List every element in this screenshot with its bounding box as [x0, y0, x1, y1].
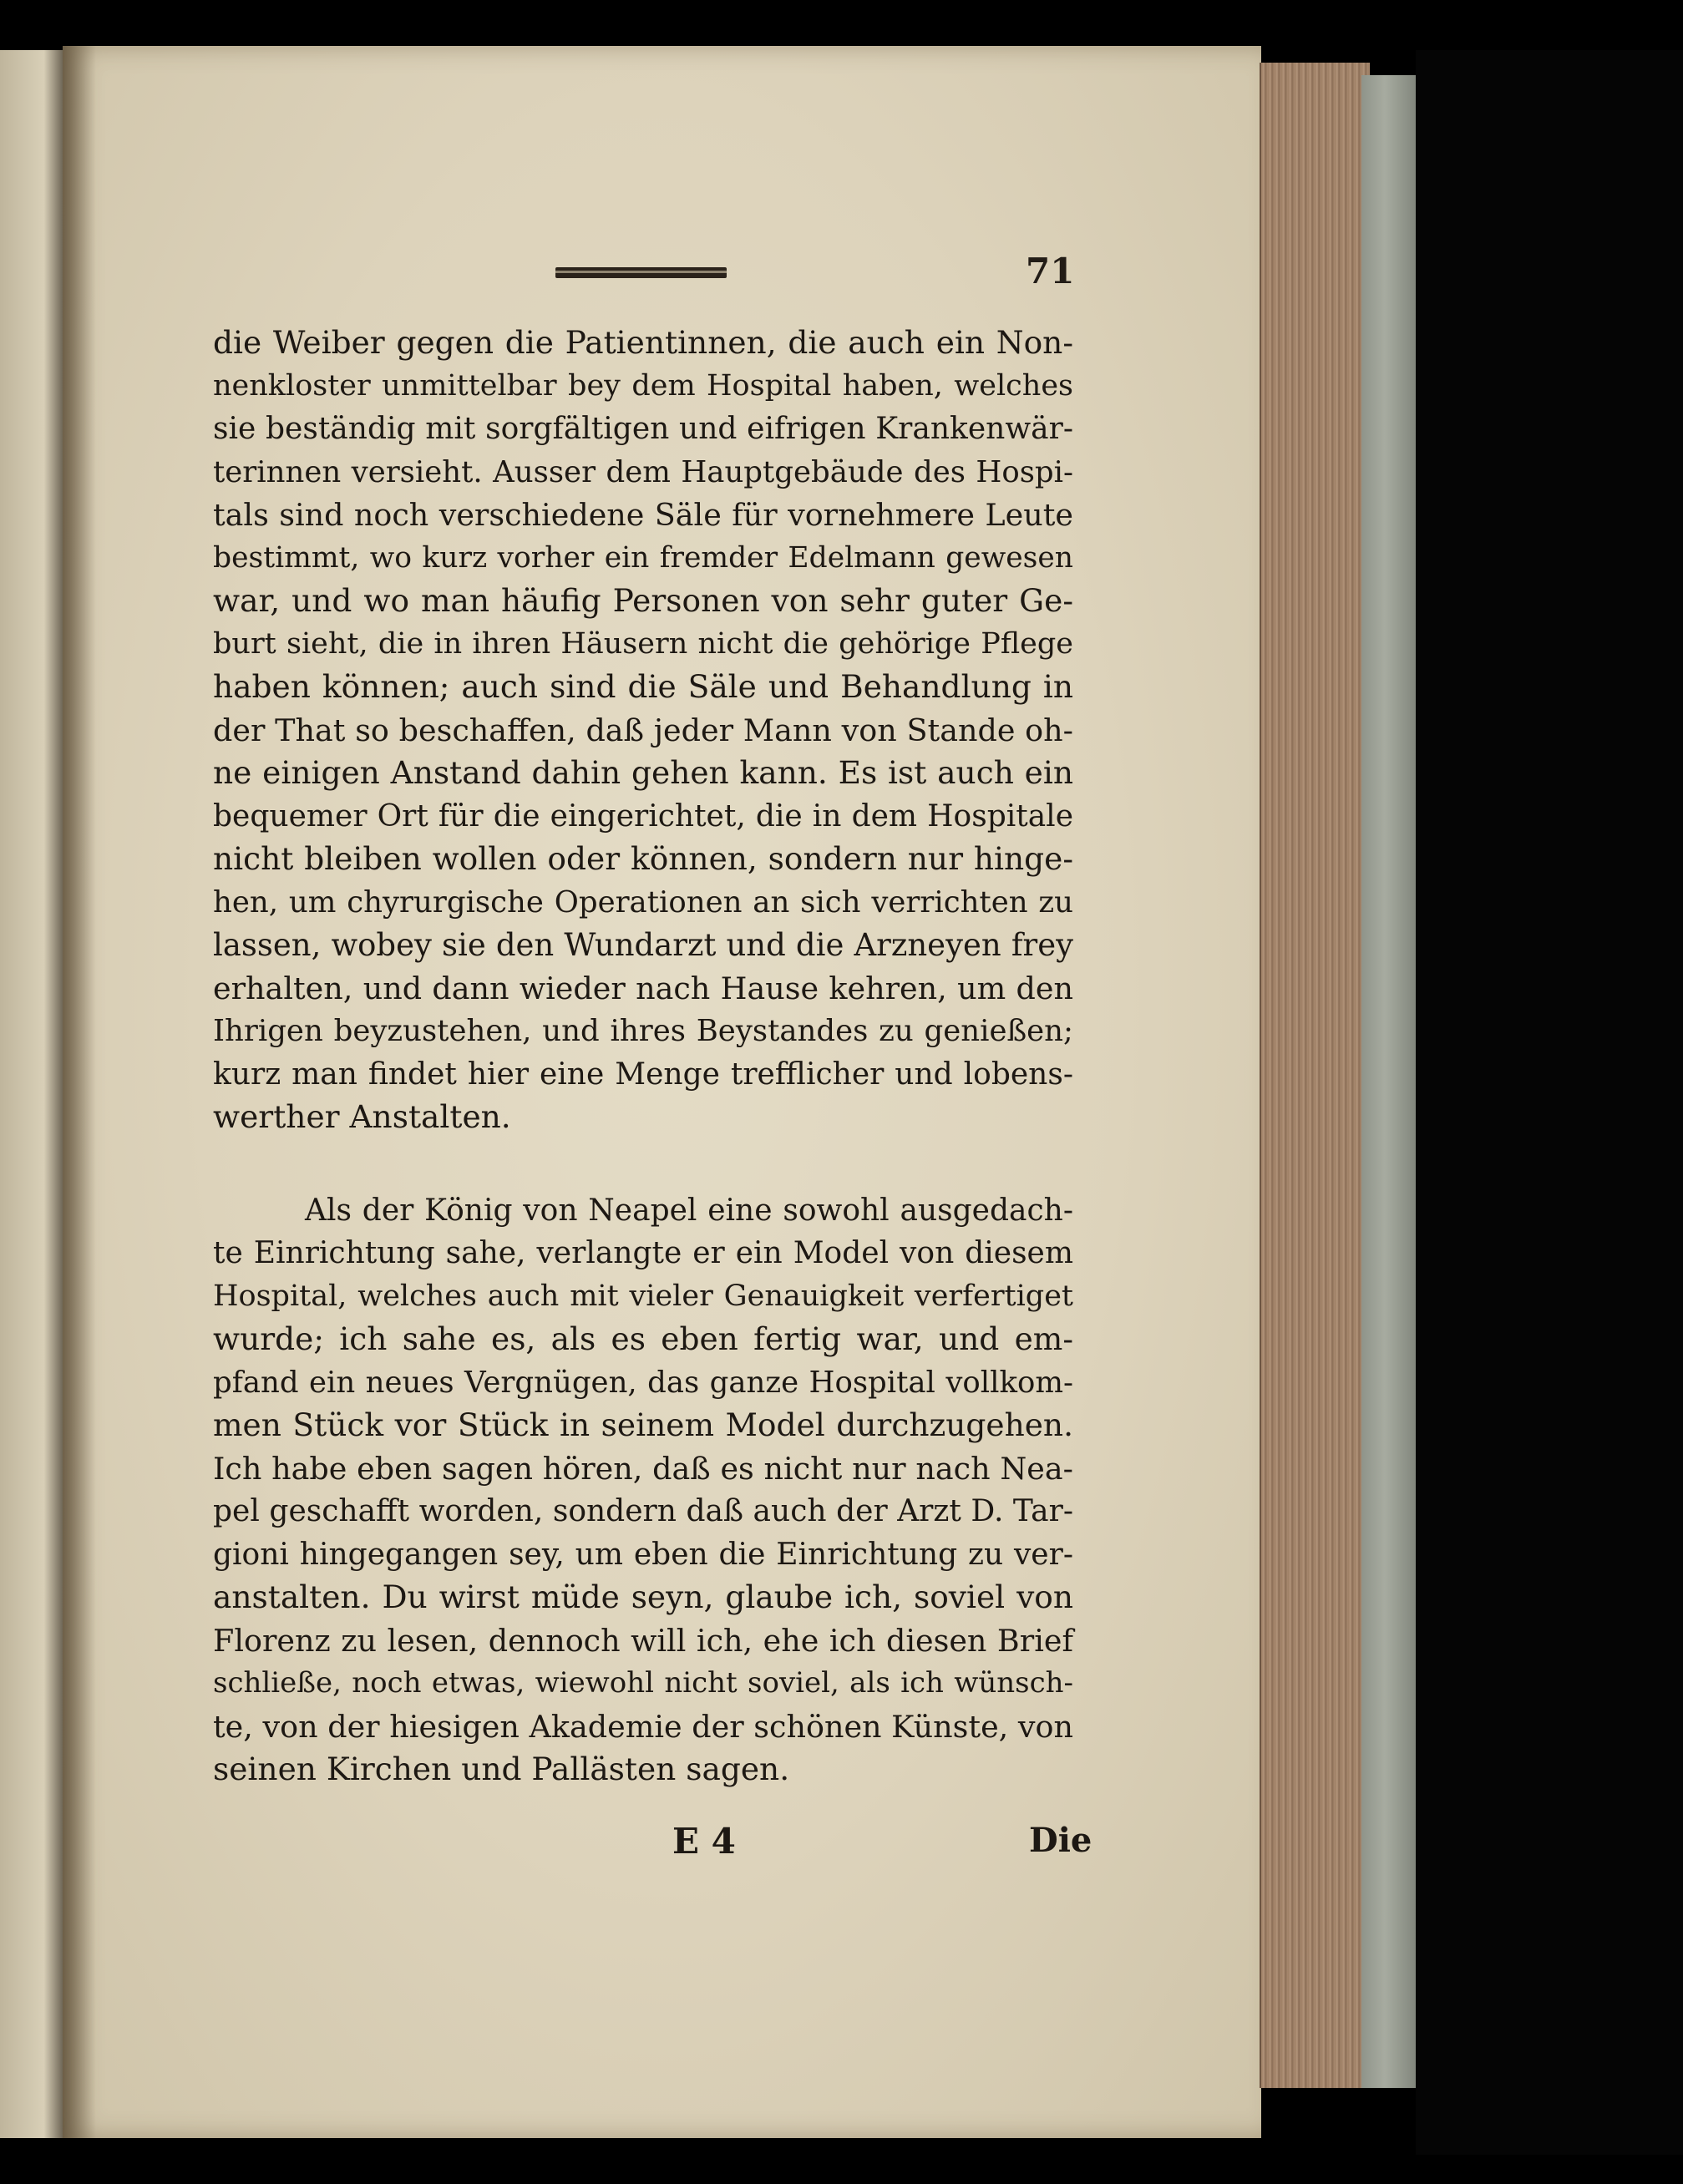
text-line: Hospital, welches auch mit vieler Genauigkeit verfertiget: [213, 1279, 1073, 1313]
text-line: kurz man findet hier eine Menge trefflicher und lobens-: [213, 1057, 1073, 1092]
text-line: haben können; auch sind die Säle und Behandlung in: [213, 668, 1073, 705]
catchword: Die: [1029, 1821, 1092, 1860]
text-line: terinnen versieht. Ausser dem Hauptgebäude des Hospi-: [213, 454, 1073, 489]
text-line: werther Anstalten.: [213, 1098, 511, 1135]
text-line: wurde; ich sahe es, als es eben fertig war, und em-: [213, 1320, 1073, 1357]
text-line: sie beständig mit sorgfältigen und eifrigen Krankenwär-: [213, 412, 1073, 446]
text-line: pel geschafft worden, sondern daß auch der Arzt D. Tar-: [213, 1494, 1073, 1528]
text-line: Ihrigen beyzustehen, und ihres Beystandes zu genießen;: [213, 1014, 1073, 1048]
text-line: te Einrichtung sahe, verlangte er ein Model von diesem: [213, 1236, 1073, 1270]
text-line: te, von der hiesigen Akademie der schönen Künste, von: [213, 1708, 1073, 1745]
text-line: Florenz zu lesen, dennoch will ich, ehe ich diesen Brief: [213, 1622, 1073, 1659]
text-line: bestimmt, wo kurz vorher ein fremder Edelmann gewesen: [213, 540, 1073, 575]
book-cover-edge: [1361, 75, 1420, 2088]
text-line: Als der König von Neapel eine sowohl ausgedach-: [305, 1193, 1073, 1228]
text-line: lassen, wobey sie den Wundarzt und die Arzneyen frey: [213, 927, 1073, 963]
text-line: bequemer Ort für die eingerichtet, die in dem Hospitale: [213, 798, 1073, 834]
paragraph-2: [213, 1189, 1073, 1791]
text-line: seinen Kirchen und Pallästen sagen.: [213, 1751, 790, 1787]
paragraph-gap: [213, 1139, 1073, 1189]
text-line: gioni hingegangen sey, um eben die Einrichtung zu ver-: [213, 1537, 1073, 1572]
printer-signature: E 4: [672, 1821, 736, 1862]
text-line: pfand ein neues Vergnügen, das ganze Hospital vollkom-: [213, 1365, 1073, 1400]
text-line: nenkloster unmittelbar bey dem Hospital haben, welches: [213, 368, 1073, 403]
page-block-edges: [1260, 63, 1370, 2088]
text-line: burt sieht, die in ihren Häusern nicht die gehörige Pflege: [213, 626, 1073, 661]
text-line: schließe, noch etwas, wiewohl nicht soviel, als ich wünsch-: [213, 1666, 1073, 1700]
page-number: 71: [1026, 251, 1075, 291]
header-rule: [555, 267, 727, 278]
body-text: [213, 322, 1073, 1791]
background-shadow: [1416, 50, 1683, 2155]
paragraph-1: [213, 322, 1073, 1139]
facing-page-edge: [0, 50, 63, 2138]
text-line: Ich habe eben sagen hören, daß es nicht nur nach Nea-: [213, 1450, 1073, 1487]
text-line: hen, um chyrurgische Operationen an sich verrichten zu: [213, 884, 1073, 920]
text-line: ne einigen Anstand dahin gehen kann. Es ist auch ein: [213, 754, 1073, 791]
text-line: war, und wo man häufig Personen von sehr guter Ge-: [213, 582, 1073, 619]
text-line: anstalten. Du wirst müde seyn, glaube ich, soviel von: [213, 1578, 1073, 1615]
text-line: nicht bleiben wollen oder können, sondern nur hinge-: [213, 840, 1073, 877]
text-line: erhalten, und dann wieder nach Hause kehren, um den: [213, 970, 1073, 1006]
page-gutter-shadow: [63, 46, 96, 2138]
text-line: men Stück vor Stück in seinem Model durchzugehen.: [213, 1406, 1073, 1443]
text-line: die Weiber gegen die Patientinnen, die auch ein Non-: [213, 324, 1073, 361]
text-line: der That so beschaffen, daß jeder Mann von Stande oh-: [213, 712, 1073, 748]
text-line: tals sind noch verschiedene Säle für vornehmere Leute: [213, 497, 1073, 533]
